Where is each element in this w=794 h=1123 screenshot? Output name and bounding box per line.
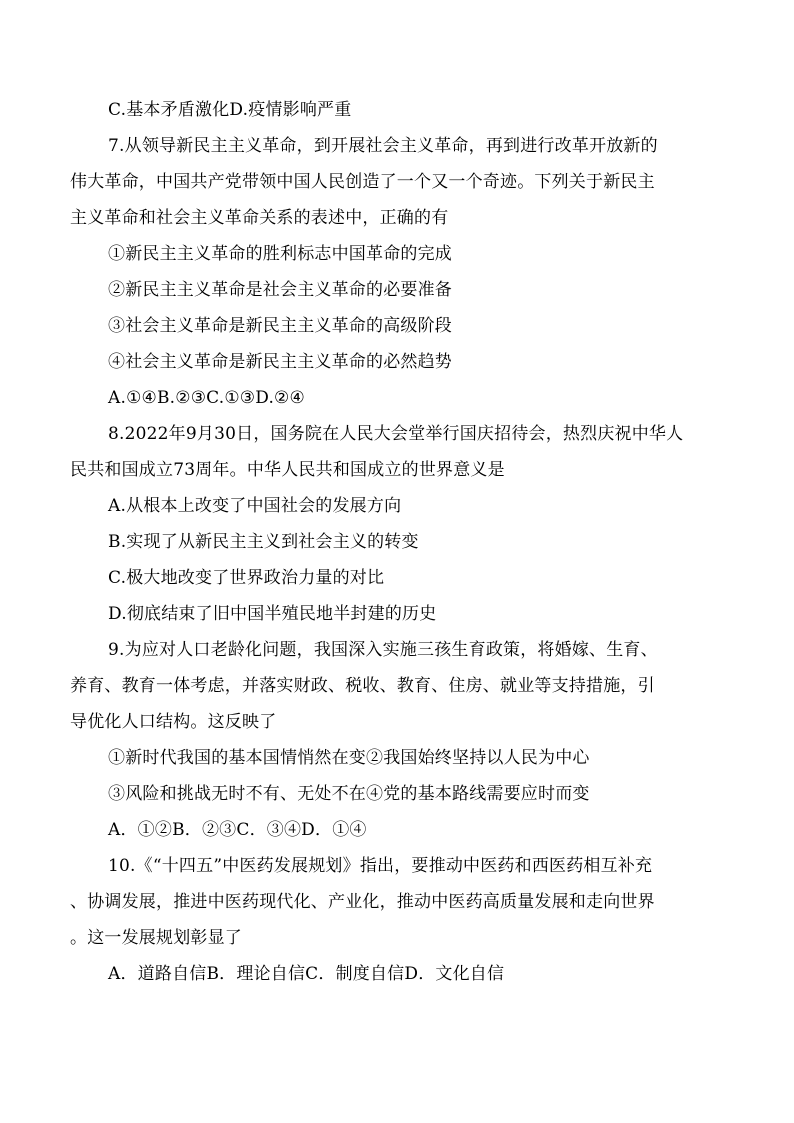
q8-stem-line-2: 民共和国成立73周年。中华人民共和国成立的世界意义是 — [70, 460, 505, 480]
q10-stem-line-1: 10.《“十四五”中医药发展规划》指出，要推动中医药和西医药相互补充 — [108, 856, 653, 876]
q9-stem-line-3: 导优化人口结构。这反映了 — [70, 712, 277, 732]
q7-statement-2: ②新民主主义革命是社会主义革命的必要准备 — [108, 280, 452, 300]
q7-options: A.①④B.②③C.①③D.②④ — [108, 388, 305, 408]
q9-statements-3-4: ③风险和挑战无时不有、无处不在④党的基本路线需要应时而变 — [108, 784, 590, 804]
q8-option-c: C.极大地改变了世界政治力量的对比 — [108, 568, 385, 588]
q7-statement-4: ④社会主义革命是新民主主义革命的必然趋势 — [108, 352, 452, 372]
q7-stem-line-2: 伟大革命，中国共产党带领中国人民创造了一个又一个奇迹。下列关于新民主 — [70, 172, 655, 192]
q7-statement-1: ①新民主主义革命的胜利标志中国革命的完成 — [108, 244, 452, 264]
q9-stem-line-2: 养育、教育一体考虑，并落实财政、税收、教育、住房、就业等支持措施，引 — [70, 676, 655, 696]
q9-stem-line-1: 9.为应对人口老龄化问题，我国深入实施三孩生育政策，将婚嫁、生育、 — [108, 640, 658, 660]
q7-stem-line-1: 7.从领导新民主主义革命，到开展社会主义革命，再到进行改革开放新的 — [108, 136, 658, 156]
q7-statement-3: ③社会主义革命是新民主主义革命的高级阶段 — [108, 316, 452, 336]
q10-options: A．道路自信B．理论自信C．制度自信D．文化自信 — [108, 964, 505, 984]
q10-stem-line-2: 、协调发展，推进中医药现代化、产业化，推动中医药高质量发展和走向世界 — [70, 892, 655, 912]
q9-statements-1-2: ①新时代我国的基本国情悄然在变②我国始终坚持以人民为中心 — [108, 748, 590, 768]
q8-option-b: B.实现了从新民主主义到社会主义的转变 — [108, 532, 419, 552]
q9-options: A．①②B．②③C．③④D．①④ — [108, 820, 367, 840]
q10-stem-line-3: 。这一发展规划彰显了 — [70, 928, 242, 948]
q8-stem-line-1: 8.2022年9月30日，国务院在人民大会堂举行国庆招待会，热烈庆祝中华人 — [108, 424, 684, 444]
q7-stem-line-3: 主义革命和社会主义革命关系的表述中，正确的有 — [70, 208, 449, 228]
q8-option-d: D.彻底结束了旧中国半殖民地半封建的历史 — [108, 604, 437, 624]
q8-option-a: A.从根本上改变了中国社会的发展方向 — [108, 496, 402, 516]
q6-option-cd: C.基本矛盾激化D.疫情影响严重 — [108, 100, 352, 120]
